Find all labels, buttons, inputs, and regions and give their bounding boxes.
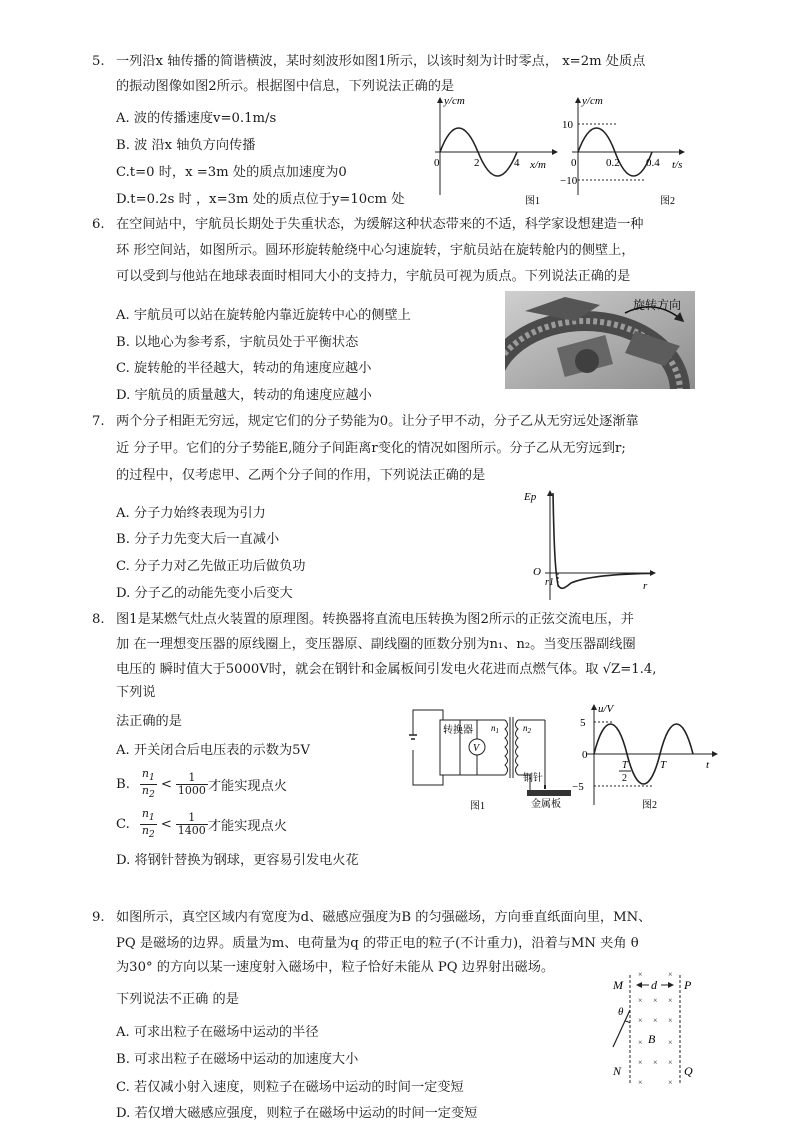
q6-stem-line1: 在空间站中，宇航员长期处于失重状态，为缓解这种状态带来的不适，科学家设想建造一种 [116, 217, 644, 232]
q7-stem-line2: 近 分子甲。它们的分子势能E,随分子间距离r变化的情况如图所示。分子乙从无穷远到r; [116, 441, 626, 456]
svg-text:×: × [668, 1016, 673, 1025]
q8-stem-line3: 电压的 瞬时值大于5000V时，就会在钢针和金属板间引发电火花进而点燃气体。取 √Z=1.4, [116, 662, 657, 677]
q5-fig2-ytick-10: 10 [562, 119, 573, 131]
q5-option-a: A. 波的传播速度v=0.1m/s [116, 111, 277, 126]
q6-option-d: D. 宇航员的质量越大，转动的角速度应越小 [116, 388, 372, 403]
q8-option-c-lt: < [160, 817, 172, 833]
q8-stem-line4: 下列说 [116, 685, 156, 700]
q8-option-b-ratio: $\frac{n_1}{n_2}$ [141, 767, 155, 801]
q7-option-d: D. 分子乙的动能先变小后变大 [116, 586, 293, 601]
q8-option-c-letter: C. [116, 817, 130, 833]
q5-fig2-tick02: 0.2 [606, 157, 620, 169]
q8-stem-line2: 加 在一理想变压器的原线圈上，变压器原、副线圈的匝数分别为n₁、n₂。当变压器副线圈 [116, 637, 636, 652]
svg-text:×: × [668, 996, 673, 1005]
q8-fig2-ylabel: u/V [598, 703, 614, 715]
q5-stem-line1: 一列沿x 轴传播的简谐横波，某时刻波形如图1所示，以该时刻为计时零点， x=2m 处质点 [116, 54, 646, 69]
q5-option-c: C.t=0 时，x =3m 处的质点加速度为0 [116, 165, 347, 180]
q5-fig1-xlabel: x/m [530, 159, 546, 171]
q8-stem-line1: 图1是某燃气灶点火装置的原理图。转换器将直流电压转换为图2所示的正弦交流电压，并 [116, 612, 634, 627]
q9-label-m: M [613, 978, 623, 992]
q7-r1: r1 [545, 577, 554, 588]
q5-option-d: D.t=0.2s 时 ，x=3m 处的质点位于y=10cm 处 [116, 192, 405, 207]
q8-option-b-text: 才能实现点火 [207, 779, 287, 795]
q6-rotation-label: 旋转方向 [633, 298, 682, 312]
q8-fig2-caption: 图2 [642, 800, 657, 811]
q5-fig2-caption: 图2 [660, 196, 675, 207]
svg-text:×: × [638, 996, 643, 1005]
q8-number: 8. [92, 612, 105, 627]
svg-text:×: × [653, 996, 658, 1005]
q7-ylabel: Ep [524, 491, 537, 503]
q7-option-b: B. 分子力先变大后一直减小 [116, 532, 280, 547]
svg-text:×: × [653, 1058, 658, 1067]
q8-option-c-den: 1400 [177, 824, 206, 838]
q8-fig2-ytick-5: 5 [580, 717, 586, 729]
q7-option-c: C. 分子力对乙先做正功后做负功 [116, 559, 306, 574]
q8-fig2-half-num: T [622, 760, 628, 771]
q8-fig2-ytick-0: 0 [582, 749, 588, 761]
q9-stem-line3: 为30° 的方向以某一速度射入磁场中，粒子恰好未能从 PQ 边界射出磁场。 [116, 960, 555, 975]
q8-option-c [116, 808, 287, 841]
q6-space-station-photo [505, 291, 695, 389]
q6-option-a: A. 宇航员可以站在旋转舱内靠近旋转中心的侧壁上 [116, 308, 411, 323]
svg-text:×: × [638, 970, 643, 979]
q5-number: 5. [92, 54, 105, 69]
q9-label-n: N [613, 1064, 622, 1078]
svg-text:×: × [668, 1038, 673, 1047]
q9-number: 9. [92, 910, 105, 925]
q5-fig1-tick4: 4 [514, 157, 520, 169]
q8-option-d: D. 将钢针替换为钢球，更容易引发电火花 [116, 853, 359, 868]
q8-option-c-fraction [176, 812, 208, 837]
q9-stem-line1: 如图所示，真空区域内有宽度为d、磁感应强度为B 的匀强磁场，方向垂直纸面向里，MN、 [116, 910, 652, 925]
q7-number: 7. [92, 414, 105, 429]
q7-potential-energy-graph [515, 485, 665, 605]
q9-option-d: D. 若仅增大磁感应强度，则粒子在磁场中运动的时间一定变短 [116, 1106, 478, 1121]
q8-converter-label: 转换器 [443, 725, 473, 736]
q5-fig2-tick04: 0.4 [646, 157, 660, 169]
q8-voltage-graph [572, 700, 722, 812]
q5-fig1-caption: 图1 [525, 196, 540, 207]
q9-stem-line4: 下列说法不正确 的是 [116, 992, 239, 1007]
svg-text:×: × [638, 1078, 643, 1087]
q9-magnetic-field-figure [605, 965, 705, 1090]
q5-fig2-tick0: 0 [571, 157, 577, 169]
q8-needle-label: 钢针 [523, 773, 543, 784]
q9-label-p: P [684, 978, 692, 992]
q7-stem-line3: 的过程中，仅考虑甲、乙两个分子间的作用，下列说法正确的是 [116, 468, 486, 483]
q5-option-b: B. 波 沿x 轴负方向传播 [116, 138, 256, 153]
q9-label-d: d [651, 978, 657, 992]
q8-option-b-den: 1000 [177, 784, 206, 798]
q8-option-b-lt: < [160, 777, 172, 793]
svg-text:n2: $n_2$ [523, 723, 531, 735]
q8-option-c-text: 才能实现点火 [207, 819, 287, 835]
q6-option-b: B. 以地心为参考系，宇航员处于平衡状态 [116, 335, 359, 350]
q6-stem-line2: 环 形空间站，如图所示。圆环形旋转舱绕中心匀速旋转，宇航员站在旋转舱内的侧壁上， [116, 243, 635, 258]
q5-fig2-xlabel: t/s [672, 159, 683, 171]
q9-option-c: C. 若仅减小射入速度，则粒子在磁场中运动的时间一定变短 [116, 1080, 464, 1095]
q8-option-c-num: 1 [176, 812, 208, 825]
q8-option-a: A. 开关闭合后电压表的示数为5V [116, 743, 311, 758]
q8-option-b [116, 768, 287, 801]
q8-fig2-half-den: 2 [622, 773, 627, 784]
q8-option-b-letter: B. [116, 777, 130, 793]
q5-wave-figure [425, 90, 565, 210]
svg-text:×: × [638, 1058, 643, 1067]
q5-fig1-ylabel: y/cm [444, 95, 465, 107]
q8-option-b-num: 1 [176, 772, 208, 785]
svg-text:×: × [668, 1058, 673, 1067]
q8-stem-line5: 法正确的是 [116, 714, 182, 729]
q7-stem-line1: 两个分子相距无穷远，规定它们的分子势能为0。让分子甲不动，分子乙从无穷远处逐渐靠 [116, 414, 639, 429]
q8-fig2-xlabel: t [706, 759, 710, 771]
q8-fig2-ytick-neg5: −5 [572, 781, 584, 793]
svg-text:×: × [668, 1078, 673, 1087]
svg-text:×: × [638, 1038, 643, 1047]
q8-fig2-period: T [660, 759, 667, 771]
q5-vibration-figure [560, 90, 690, 210]
q8-voltmeter-label: V [473, 743, 480, 754]
q8-option-b-fraction [176, 772, 208, 797]
svg-text:n1: $n_1$ [491, 723, 499, 735]
q9-label-q: Q [684, 1064, 693, 1078]
q5-fig1-tick0: 0 [434, 157, 440, 169]
q5-fig1-tick2: 2 [474, 157, 480, 169]
q7-origin: O [533, 566, 541, 578]
q6-stem-line3: 可以受到与他站在地球表面时相同大小的支持力，宇航员可视为质点。下列说法正确的是 [116, 269, 631, 284]
q5-fig2-ylabel: y/cm [582, 95, 603, 107]
q9-option-b: B. 可求出粒子在磁场中运动的加速度大小 [116, 1052, 359, 1067]
q9-stem-line2: PQ 是磁场的边界。质量为m、电荷量为q 的带正电的粒子(不计重力)，沿着与MN 夹角 θ [116, 936, 639, 951]
q8-plate-label: 金属板 [531, 799, 561, 810]
q6-number: 6. [92, 217, 105, 232]
q7-option-a: A. 分子力始终表现为引力 [116, 506, 266, 521]
q6-option-c: C. 旋转舱的半径越大，转动的角速度应越小 [116, 361, 372, 376]
q5-stem-line2: 的振动图像如图2所示。根据图中信息，下列说法正确的是 [116, 79, 455, 94]
svg-text:×: × [653, 1016, 658, 1025]
q9-label-b: B [648, 1032, 656, 1046]
svg-text:×: × [638, 1016, 643, 1025]
q7-xlabel: r [643, 580, 648, 592]
q8-option-c-ratio: $\frac{n_1}{n_2}$ [141, 807, 155, 841]
svg-text:×: × [668, 970, 673, 979]
q9-option-a: A. 可求出粒子在磁场中运动的半径 [116, 1025, 319, 1040]
q9-label-theta: θ [618, 1006, 624, 1018]
q8-fig1-caption: 图1 [470, 801, 485, 812]
q8-circuit-figure [405, 705, 580, 813]
q5-fig2-ytick-neg10: −10 [560, 175, 578, 187]
